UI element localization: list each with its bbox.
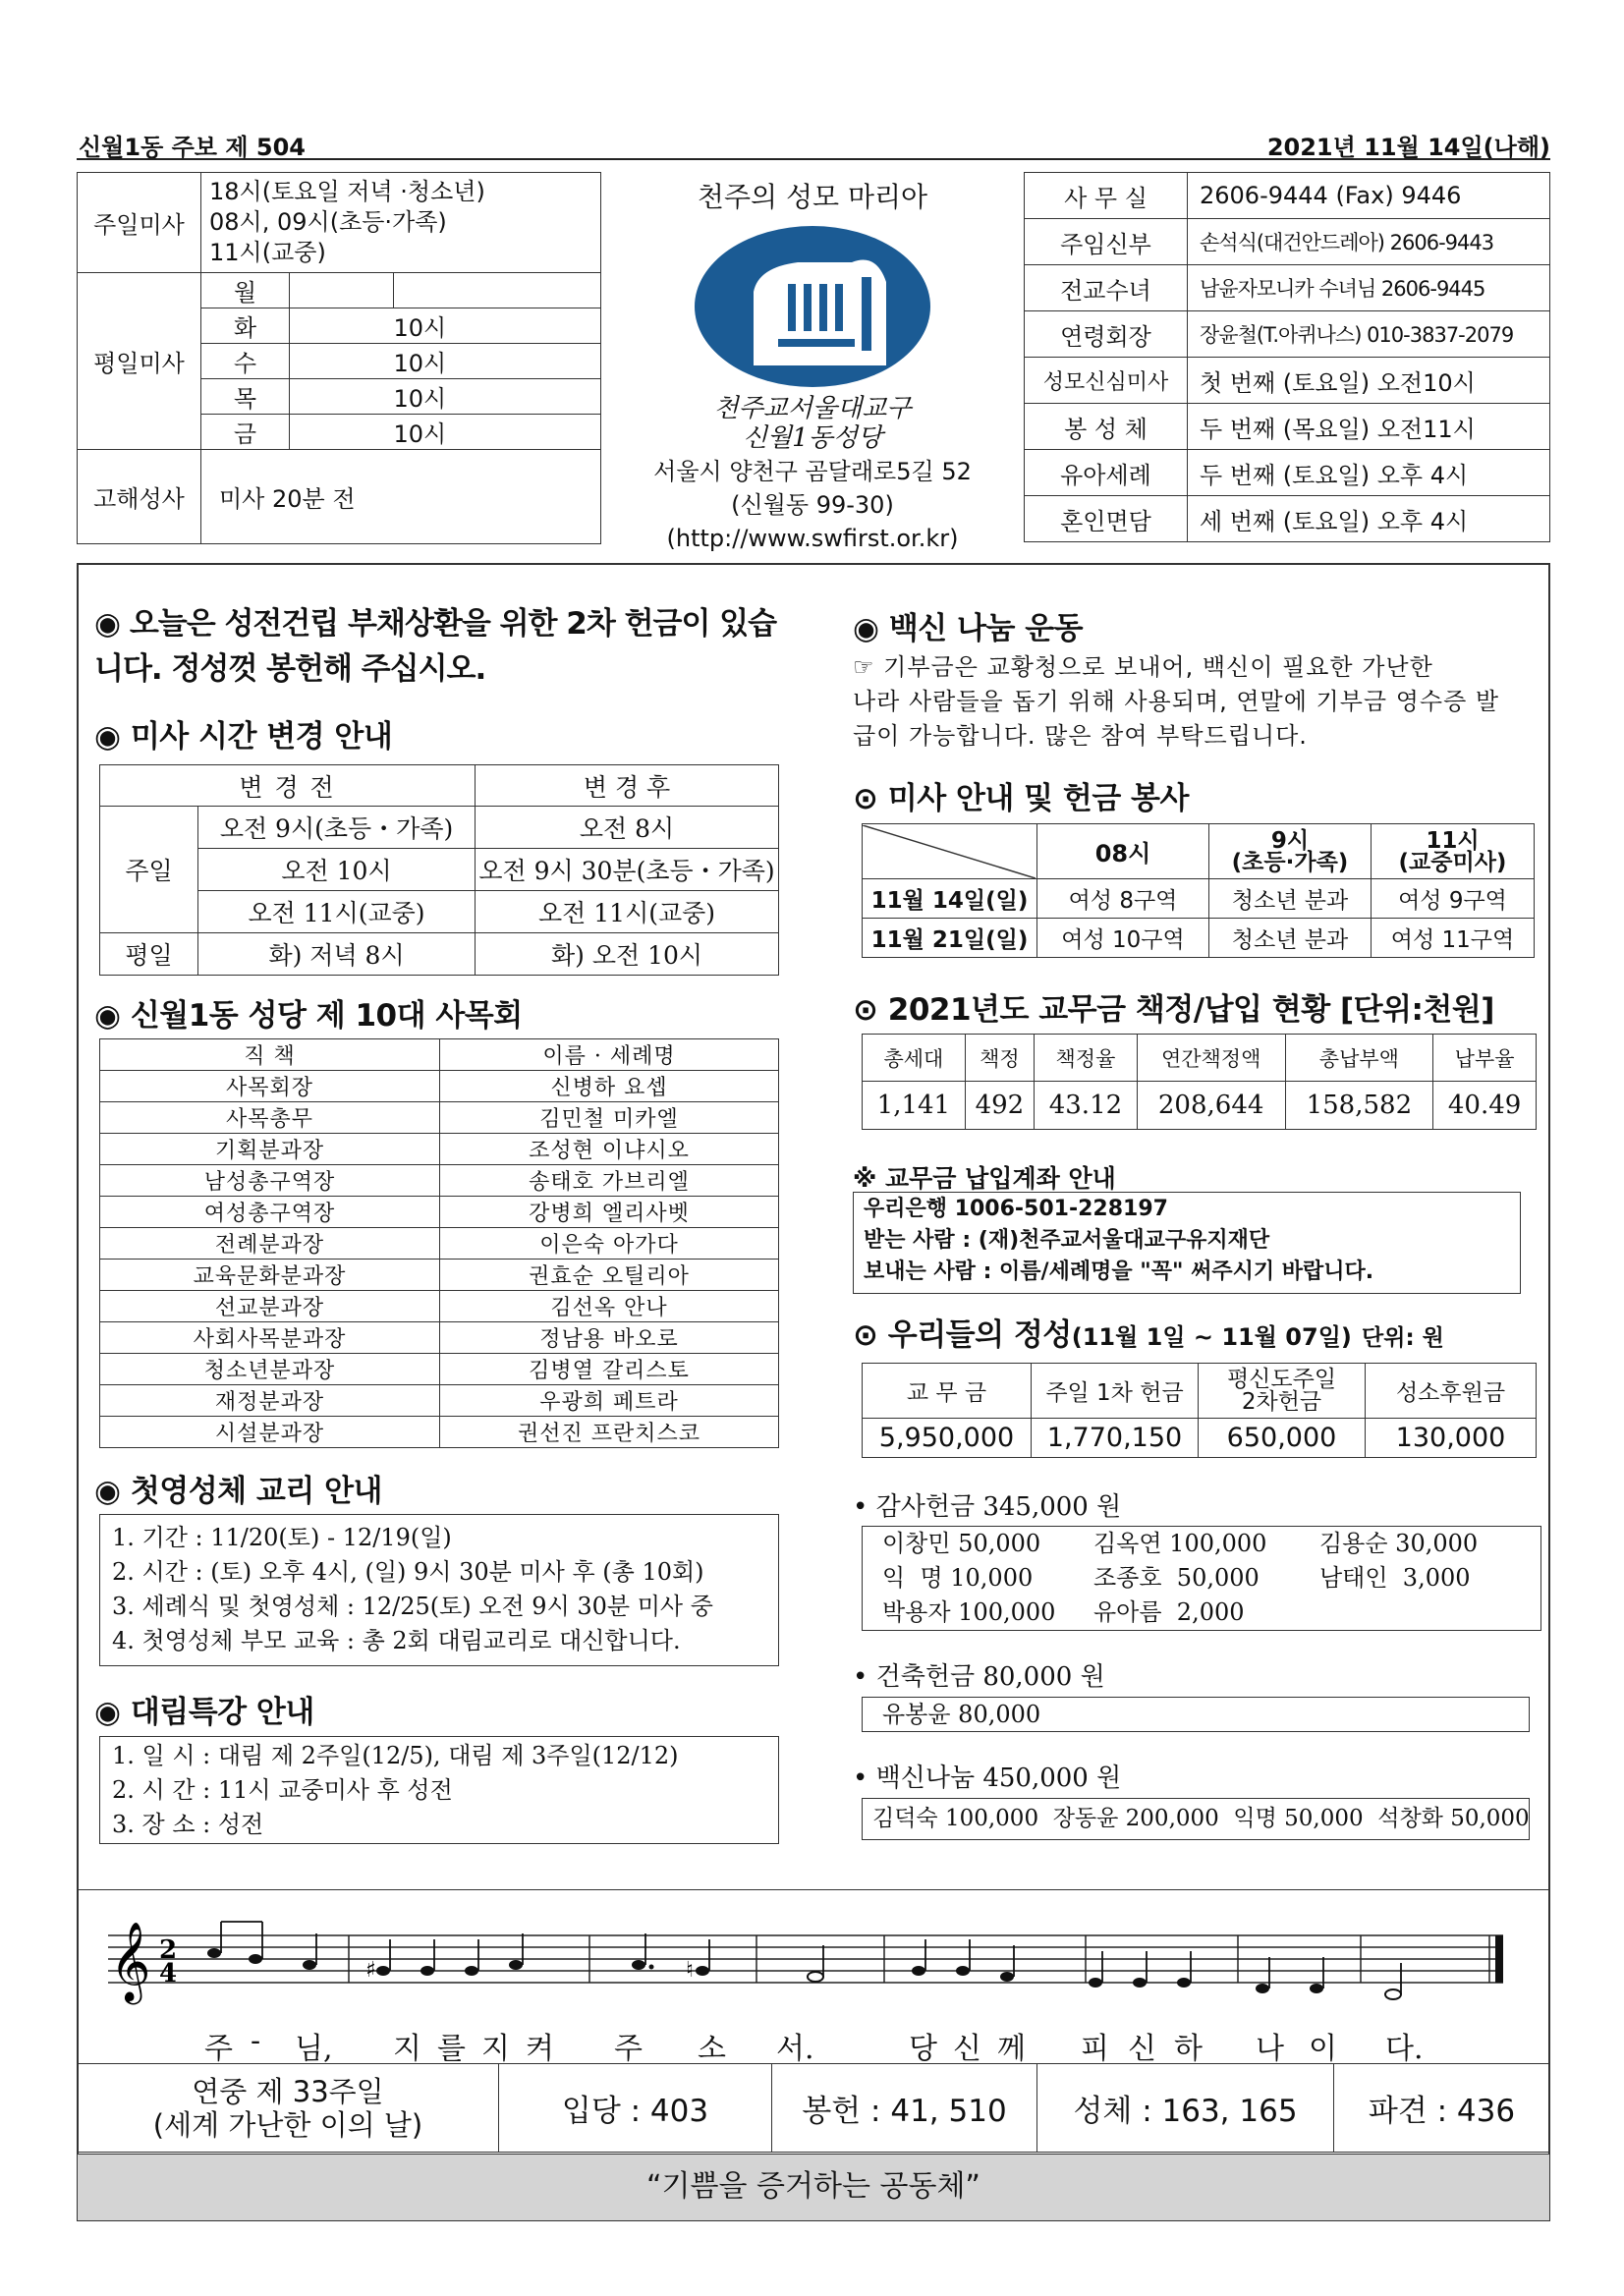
offering-heading bbox=[853, 1310, 1444, 1354]
communion-title: ◉ 첫영성체 교리 안내 bbox=[94, 1474, 382, 1509]
contact-value: 첫 번째 (토요일) 오전10시 bbox=[1188, 358, 1550, 404]
staff-role: 기획분과장 bbox=[100, 1134, 440, 1165]
donor: 박용자 100,000 bbox=[882, 1598, 1056, 1626]
bulletin-date: 2021년 11월 14일(나해) bbox=[1266, 134, 1550, 161]
weekday-cell: 목 bbox=[201, 379, 290, 415]
hymn-recessional: 파견 : 436 bbox=[1334, 2064, 1550, 2153]
cell: 650,000 bbox=[1199, 1419, 1366, 1458]
staff-title: ◉ 신월1동 성당 제 10대 사목회 bbox=[94, 998, 523, 1034]
diagonal-cell bbox=[863, 824, 1037, 879]
advent-line: 1. 일 시 : 대림 제 2주일(12/5), 대림 제 3주일(12/12) bbox=[112, 1742, 679, 1769]
notice-line: 니다. 정성껏 봉헌해 주십시오. bbox=[94, 651, 486, 687]
parish-address-2: (신월동 99-30) bbox=[731, 491, 894, 519]
building-box: 유봉윤 80,000 bbox=[862, 1697, 1530, 1732]
staff-name: 강병희 엘리사벳 bbox=[440, 1197, 779, 1228]
sunday-mass-times bbox=[201, 173, 601, 273]
svg-text:2: 2 bbox=[159, 1935, 178, 1965]
col-header: 변 경 후 bbox=[476, 765, 779, 807]
col-header: 직 책 bbox=[100, 1039, 440, 1071]
lyric: 지 bbox=[481, 2032, 510, 2066]
weekday-time: 10시 bbox=[394, 415, 601, 450]
sunday-line: 08시, 09시(초등·가족) bbox=[209, 208, 447, 236]
notice-line: ◉ 오늘은 성전건립 부채상환을 위한 2차 헌금이 있습 bbox=[94, 606, 777, 642]
date-cell: 11월 14일(일) bbox=[863, 879, 1037, 919]
dues-title: ⊙ 2021년도 교무금 책정/납입 현황 [단위:천원] bbox=[853, 992, 1494, 1028]
staff-name: 권효순 오틸리아 bbox=[440, 1260, 779, 1291]
cell: 208,644 bbox=[1137, 1082, 1285, 1130]
cell: 43.12 bbox=[1035, 1082, 1138, 1130]
staff-name: 김민철 미카엘 bbox=[440, 1102, 779, 1134]
sunday-mass-label: 주일미사 bbox=[78, 173, 201, 273]
weekday-gap bbox=[290, 344, 394, 379]
staff-role: 교육문화분과장 bbox=[100, 1260, 440, 1291]
donor: 익 명 10,000 bbox=[882, 1564, 1034, 1592]
lyric: 님, bbox=[295, 2032, 333, 2066]
lyric: 신 bbox=[1128, 2032, 1156, 2066]
vaccine-title: ◉ 백신 나눔 운동 bbox=[853, 611, 1084, 646]
col-header: 이름 · 세례명 bbox=[440, 1039, 779, 1071]
lyric: 당 bbox=[909, 2032, 937, 2066]
col-header: 책정율 bbox=[1035, 1035, 1138, 1082]
weekday-time bbox=[290, 273, 394, 308]
contact-value: 세 번째 (토요일) 오후 4시 bbox=[1188, 496, 1550, 542]
staff-role: 사목회장 bbox=[100, 1071, 440, 1102]
col-header-line: (교중미사) bbox=[1398, 849, 1507, 875]
lyric: 나 bbox=[1256, 2032, 1284, 2066]
svg-text:𝄞: 𝄞 bbox=[110, 1921, 151, 2001]
contact-key: 사 무 실 bbox=[1025, 173, 1188, 219]
contact-key: 봉 성 체 bbox=[1025, 404, 1188, 450]
sunday-line: (세계 가난한 이의 날) bbox=[152, 2107, 423, 2142]
contact-key: 유아세례 bbox=[1025, 450, 1188, 496]
account-line: 받는 사람 : (재)천주교서울대교구유지재단 bbox=[864, 1228, 1270, 1253]
sunday-line: 연중 제 33주일 bbox=[192, 2074, 384, 2108]
dues-table bbox=[862, 1034, 1537, 1130]
parish-motto: 천주의 성모 마리아 bbox=[697, 181, 928, 213]
lyric: 다. bbox=[1385, 2032, 1424, 2066]
advent-line: 3. 장 소 : 성전 bbox=[112, 1811, 264, 1838]
cell: 청소년 분과 bbox=[1209, 879, 1372, 919]
lyric: 주 bbox=[204, 2032, 233, 2066]
col-header: 연간책정액 bbox=[1137, 1035, 1285, 1082]
col-header-line: 11시 bbox=[1426, 827, 1480, 854]
mass-guide-title: ⊙ 미사 안내 및 헌금 봉사 bbox=[853, 781, 1189, 816]
lyrics-row bbox=[98, 2024, 1513, 2066]
notice-building bbox=[94, 601, 776, 692]
staff-role: 재정분과장 bbox=[100, 1385, 440, 1417]
vaccine-line: 급이 가능합니다. 많은 참여 부탁드립니다. bbox=[853, 722, 1308, 750]
contact-value: 2606-9444 (Fax) 9446 bbox=[1188, 173, 1550, 219]
vaccine-line: ☞ 기부금은 교황청으로 보내어, 백신이 필요한 가난한 bbox=[853, 653, 1433, 681]
staff-name: 우광희 페트라 bbox=[440, 1385, 779, 1417]
col-header bbox=[1209, 824, 1372, 879]
staff-name: 조성현 이냐시오 bbox=[440, 1134, 779, 1165]
col-header: 교 무 금 bbox=[863, 1364, 1032, 1419]
advent-title: ◉ 대림특강 안내 bbox=[94, 1695, 314, 1730]
weekday-gap bbox=[290, 379, 394, 415]
parish-logo-block bbox=[601, 172, 1024, 552]
lyric: 소 bbox=[698, 2032, 726, 2066]
col-header-line: (초등·가족) bbox=[1231, 849, 1349, 875]
cell: 여성 11구역 bbox=[1372, 919, 1535, 958]
hymn-offertory: 봉헌 : 41, 510 bbox=[772, 2064, 1037, 2153]
lyric: - bbox=[251, 2024, 261, 2058]
contact-value: 두 번째 (목요일) 오전11시 bbox=[1188, 404, 1550, 450]
cell: 여성 10구역 bbox=[1037, 919, 1209, 958]
staff-role: 사회사목분과장 bbox=[100, 1322, 440, 1354]
hymn-entrance: 입당 : 403 bbox=[499, 2064, 772, 2153]
communion-line: 1. 기간 : 11/20(토) - 12/19(일) bbox=[112, 1524, 452, 1551]
cell: 화) 저녁 8시 bbox=[198, 933, 476, 976]
staff-name: 이은숙 아가다 bbox=[440, 1228, 779, 1260]
col-header: 08시 bbox=[1037, 824, 1209, 879]
staff-role: 여성총구역장 bbox=[100, 1197, 440, 1228]
weekday-cell: 금 bbox=[201, 415, 290, 450]
parish-address: 서울시 양천구 곰달래로5길 52 bbox=[653, 458, 972, 485]
staff-name: 권선진 프란치스코 bbox=[440, 1417, 779, 1448]
staff-role: 사목총무 bbox=[100, 1102, 440, 1134]
contact-key: 혼인면담 bbox=[1025, 496, 1188, 542]
offering-title: ⊙ 우리들의 정성 bbox=[853, 1317, 1072, 1353]
weekday-time: 10시 bbox=[394, 379, 601, 415]
communion-line: 4. 첫영성체 부모 교육 : 총 2회 대림교리로 대신합니다. bbox=[112, 1627, 681, 1654]
weekday-time: 10시 bbox=[394, 308, 601, 344]
cell: 158,582 bbox=[1285, 1082, 1433, 1130]
cell: 여성 9구역 bbox=[1372, 879, 1535, 919]
cell: 화) 오전 10시 bbox=[476, 933, 779, 976]
mass-change-table bbox=[99, 764, 779, 976]
donor: 조종호 50,000 bbox=[1093, 1564, 1260, 1592]
donor: 김옥연 100,000 bbox=[1093, 1530, 1267, 1557]
col-header: 성소후원금 bbox=[1366, 1364, 1537, 1419]
date-cell: 11월 21일(일) bbox=[863, 919, 1037, 958]
lyric: 이 bbox=[1309, 2032, 1337, 2066]
cell: 오전 11시(교중) bbox=[198, 891, 476, 933]
staff-name: 신병하 요셉 bbox=[440, 1071, 779, 1102]
svg-text:4: 4 bbox=[159, 1959, 178, 1988]
cell: 오전 8시 bbox=[476, 807, 779, 849]
svg-text:♯: ♯ bbox=[365, 1958, 376, 1983]
section-divider bbox=[77, 1889, 1550, 1890]
cell: 130,000 bbox=[1366, 1419, 1537, 1458]
cell: 오전 9시 30분(초등・가족) bbox=[476, 849, 779, 891]
vaccine-gift-title: • 백신나눔 450,000 원 bbox=[853, 1764, 1122, 1793]
confession-text: 미사 20분 전 bbox=[201, 450, 601, 544]
sunday-name bbox=[78, 2064, 499, 2153]
weekday-cell: 수 bbox=[201, 344, 290, 379]
offering-table bbox=[862, 1363, 1537, 1458]
lyric: 신 bbox=[953, 2032, 981, 2066]
mass-schedule-table bbox=[77, 172, 601, 544]
cell: 오전 11시(교중) bbox=[476, 891, 779, 933]
cell: 오전 9시(초등・가족) bbox=[198, 807, 476, 849]
account-box bbox=[853, 1192, 1521, 1294]
staff-table bbox=[99, 1038, 779, 1448]
account-line: 보내는 사람 : 이름/세례명을 "꼭" 써주시기 바랍니다. bbox=[864, 1260, 1374, 1284]
lyric: 께 bbox=[997, 2032, 1026, 2066]
weekday-mass-label: 평일미사 bbox=[78, 273, 201, 450]
contact-value: 손석식(대건안드레아) 2606-9443 bbox=[1188, 219, 1550, 265]
cell: 여성 8구역 bbox=[1037, 879, 1209, 919]
contact-key: 성모신심미사 bbox=[1025, 358, 1188, 404]
sunday-line: 18시(토요일 저녁 ·청소년) bbox=[209, 178, 485, 205]
lyric: 켜 bbox=[526, 2032, 554, 2066]
mass-guide-table bbox=[862, 823, 1535, 958]
col-header: 주일 1차 헌금 bbox=[1032, 1364, 1199, 1419]
header-rule bbox=[77, 158, 1550, 160]
cell: 492 bbox=[965, 1082, 1034, 1130]
col-header bbox=[1372, 824, 1535, 879]
col-header: 총세대 bbox=[863, 1035, 966, 1082]
offering-unit: 단위: 원 bbox=[1362, 1325, 1444, 1351]
col-header-line: 2차헌금 bbox=[1241, 1388, 1322, 1415]
weekday-empty bbox=[394, 273, 601, 308]
lyric: 를 bbox=[437, 2032, 466, 2066]
contact-value: 장윤철(T.아퀴나스) 010-3837-2079 bbox=[1188, 311, 1550, 358]
building-title: • 건축헌금 80,000 원 bbox=[853, 1662, 1105, 1692]
offering-period: (11월 1일 ~ 11월 07일) bbox=[1071, 1323, 1352, 1351]
communion-box bbox=[99, 1514, 779, 1666]
music-staff bbox=[98, 1906, 1513, 2024]
vaccine-gift-box: 김덕숙 100,000 장동윤 200,000 익명 50,000 석창화 50,000 bbox=[862, 1798, 1530, 1840]
col-header-line: 평신도주일 bbox=[1226, 1366, 1337, 1392]
contact-key: 연령회장 bbox=[1025, 311, 1188, 358]
staff-name: 김병열 갈리스토 bbox=[440, 1354, 779, 1385]
staff-name: 송태호 가브리엘 bbox=[440, 1165, 779, 1197]
confession-label: 고해성사 bbox=[78, 450, 201, 544]
donor: 김용순 30,000 bbox=[1319, 1530, 1479, 1557]
parish-logo-icon bbox=[690, 223, 935, 390]
row-label: 주일 bbox=[100, 807, 198, 933]
staff-role: 청소년분과장 bbox=[100, 1354, 440, 1385]
col-header bbox=[1199, 1364, 1366, 1419]
logo-caption-1: 천주교서울대교구 bbox=[713, 394, 912, 423]
row-label: 평일 bbox=[100, 933, 198, 976]
donor: 유아름 2,000 bbox=[1093, 1598, 1245, 1626]
account-line: 우리은행 1006-501-228197 bbox=[864, 1197, 1168, 1221]
staff-role: 전례분과장 bbox=[100, 1228, 440, 1260]
advent-box bbox=[99, 1736, 779, 1844]
col-header: 총납부액 bbox=[1285, 1035, 1433, 1082]
cell: 청소년 분과 bbox=[1209, 919, 1372, 958]
cell: 40.49 bbox=[1433, 1082, 1537, 1130]
contact-value: 남윤자모니카 수녀님 2606-9445 bbox=[1188, 265, 1550, 311]
lyric: 피 bbox=[1081, 2032, 1109, 2066]
vaccine-text bbox=[853, 650, 1499, 754]
weekday-gap bbox=[290, 415, 394, 450]
weekday-gap bbox=[290, 308, 394, 344]
thanks-title: • 감사헌금 345,000 원 bbox=[853, 1492, 1122, 1522]
logo-caption-2: 신월1동성당 bbox=[742, 423, 883, 453]
col-header: 납부율 bbox=[1433, 1035, 1537, 1082]
col-header: 책정 bbox=[965, 1035, 1034, 1082]
cell: 오전 10시 bbox=[198, 849, 476, 891]
donor: 이창민 50,000 bbox=[882, 1530, 1041, 1557]
donor: 남태인 3,000 bbox=[1319, 1564, 1471, 1592]
lyric: 주 bbox=[614, 2032, 643, 2066]
staff-role: 남성총구역장 bbox=[100, 1165, 440, 1197]
bulletin-issue: 신월1동 주보 제 504 bbox=[79, 134, 306, 161]
weekday-cell: 월 bbox=[201, 273, 290, 308]
vaccine-line: 나라 사람들을 돕기 위해 사용되며, 연말에 기부금 영수증 발 bbox=[853, 688, 1500, 715]
weekday-cell: 화 bbox=[201, 308, 290, 344]
cell: 1,141 bbox=[863, 1082, 966, 1130]
staff-name: 김선옥 안나 bbox=[440, 1291, 779, 1322]
staff-name: 정남용 바오로 bbox=[440, 1322, 779, 1354]
cell: 5,950,000 bbox=[863, 1419, 1032, 1458]
cell: 1,770,150 bbox=[1032, 1419, 1199, 1458]
contact-value: 두 번째 (토요일) 오후 4시 bbox=[1188, 450, 1550, 496]
thanks-box bbox=[862, 1526, 1541, 1631]
lyric: 서. bbox=[776, 2032, 814, 2066]
sunday-line: 11시(교중) bbox=[209, 239, 326, 266]
staff-role: 시설분과장 bbox=[100, 1417, 440, 1448]
weekday-time: 10시 bbox=[394, 344, 601, 379]
hymn-table bbox=[77, 2063, 1550, 2153]
parish-url[interactable]: (http://www.swfirst.or.kr) bbox=[666, 525, 959, 552]
advent-line: 2. 시 간 : 11시 교중미사 후 성전 bbox=[112, 1776, 453, 1804]
lyric: 하 bbox=[1174, 2032, 1203, 2066]
svg-text:♮: ♮ bbox=[686, 1958, 694, 1983]
parish-slogan: “기쁨을 증거하는 공동체” bbox=[78, 2154, 1549, 2220]
staff-role: 선교분과장 bbox=[100, 1291, 440, 1322]
lyric: 지 bbox=[393, 2032, 421, 2066]
contact-key: 전교수녀 bbox=[1025, 265, 1188, 311]
communion-line: 3. 세례식 및 첫영성체 : 12/25(토) 오전 9시 30분 미사 중 bbox=[112, 1593, 713, 1620]
communion-line: 2. 시간 : (토) 오후 4시, (일) 9시 30분 미사 후 (총 10회) bbox=[112, 1558, 704, 1586]
col-header: 변 경 전 bbox=[100, 765, 476, 807]
contact-table bbox=[1024, 172, 1550, 542]
account-title: ※ 교무금 납입계좌 안내 bbox=[853, 1164, 1116, 1193]
col-header-line: 9시 bbox=[1270, 827, 1310, 854]
contact-key: 주임신부 bbox=[1025, 219, 1188, 265]
mass-change-title: ◉ 미사 시간 변경 안내 bbox=[94, 719, 393, 755]
hymn-communion: 성체 : 163, 165 bbox=[1037, 2064, 1334, 2153]
